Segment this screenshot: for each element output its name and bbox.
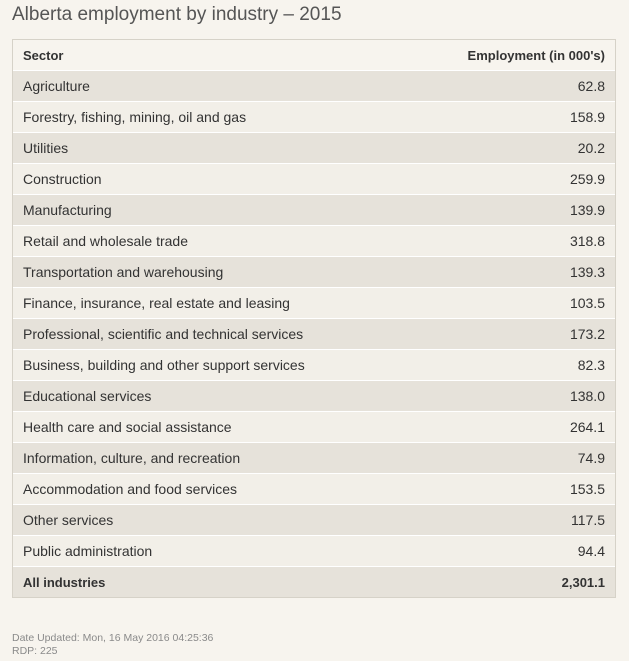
- sector-cell: Agriculture: [13, 71, 434, 102]
- sector-cell: Retail and wholesale trade: [13, 226, 434, 257]
- table-row: [13, 536, 615, 567]
- sector-cell: Educational services: [13, 381, 434, 412]
- table-row: [13, 257, 615, 288]
- table-row: [13, 102, 615, 133]
- employment-cell: 153.5: [434, 474, 615, 505]
- table-row: [13, 288, 615, 319]
- employment-cell: 158.9: [434, 102, 615, 133]
- table-row: [13, 133, 615, 164]
- sector-cell: Finance, insurance, real estate and leasing: [13, 288, 434, 319]
- employment-cell: 173.2: [434, 319, 615, 350]
- employment-cell: 62.8: [434, 71, 615, 102]
- employment-cell: 74.9: [434, 443, 615, 474]
- employment-cell: 139.3: [434, 257, 615, 288]
- column-header-sector: Sector: [13, 40, 434, 71]
- sector-cell: Construction: [13, 164, 434, 195]
- employment-cell: 264.1: [434, 412, 615, 443]
- employment-cell: 82.3: [434, 350, 615, 381]
- page-footer: [12, 632, 213, 658]
- sector-cell: Health care and social assistance: [13, 412, 434, 443]
- date-updated-text: Date Updated: Mon, 16 May 2016 04:25:36: [12, 632, 214, 644]
- total-row: [13, 567, 615, 598]
- employment-cell: 259.9: [434, 164, 615, 195]
- employment-cell: 103.5: [434, 288, 615, 319]
- sector-cell: Public administration: [13, 536, 434, 567]
- sector-cell: Information, culture, and recreation: [13, 443, 434, 474]
- employment-cell: 138.0: [434, 381, 615, 412]
- employment-table: [13, 40, 615, 597]
- table-row: [13, 505, 615, 536]
- employment-cell: 117.5: [434, 505, 615, 536]
- sector-cell: Other services: [13, 505, 434, 536]
- table-row: [13, 319, 615, 350]
- table-row: [13, 164, 615, 195]
- total-label-cell: All industries: [13, 567, 434, 598]
- total-value-cell: 2,301.1: [434, 567, 615, 598]
- table-row: [13, 381, 615, 412]
- employment-cell: 20.2: [434, 133, 615, 164]
- employment-table-container: [12, 39, 616, 598]
- table-body: [13, 71, 615, 598]
- sector-cell: Manufacturing: [13, 195, 434, 226]
- table-header-row: [13, 40, 615, 71]
- sector-cell: Professional, scientific and technical services: [13, 319, 434, 350]
- sector-cell: Transportation and warehousing: [13, 257, 434, 288]
- page-title: Alberta employment by industry – 2015: [12, 4, 342, 25]
- sector-cell: Business, building and other support services: [13, 350, 434, 381]
- employment-cell: 94.4: [434, 536, 615, 567]
- table-row: [13, 443, 615, 474]
- column-header-employment: Employment (in 000's): [434, 40, 615, 71]
- sector-cell: Forestry, fishing, mining, oil and gas: [13, 102, 434, 133]
- employment-cell: 318.8: [434, 226, 615, 257]
- sector-cell: Utilities: [13, 133, 434, 164]
- employment-cell: 139.9: [434, 195, 615, 226]
- rdp-text: RDP: 225: [12, 645, 58, 657]
- table-row: [13, 350, 615, 381]
- sector-cell: Accommodation and food services: [13, 474, 434, 505]
- table-row: [13, 474, 615, 505]
- table-row: [13, 195, 615, 226]
- table-row: [13, 226, 615, 257]
- table-row: [13, 412, 615, 443]
- table-row: [13, 71, 615, 102]
